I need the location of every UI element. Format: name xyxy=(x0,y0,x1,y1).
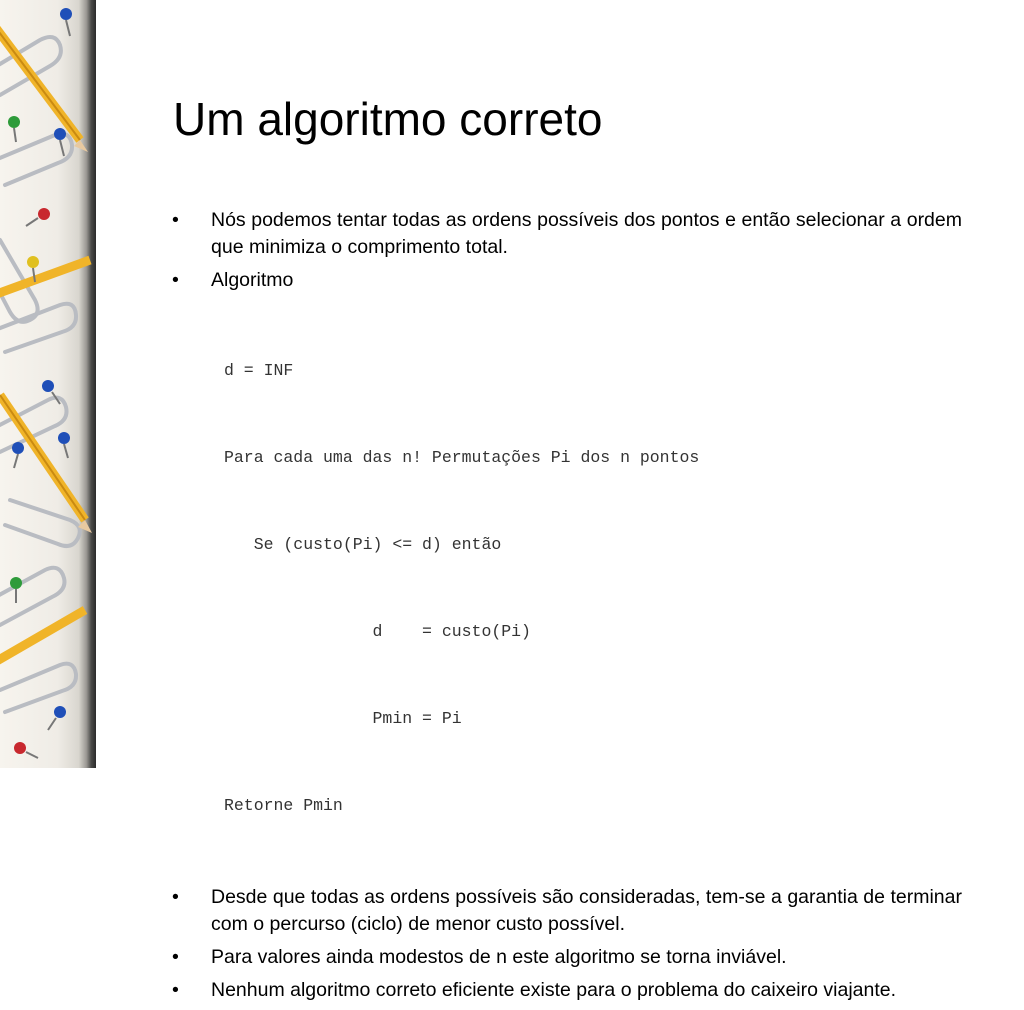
bullet-item xyxy=(172,977,962,1004)
bullet-symbol: • xyxy=(172,886,179,908)
bullet-text: Nenhum algoritmo correto eficiente existe para o problema do caixeiro viajante. xyxy=(211,979,897,1001)
bullet-symbol: • xyxy=(172,946,179,968)
office-supplies-graphic xyxy=(0,0,96,768)
bullet-item xyxy=(172,267,962,294)
slide-content xyxy=(172,207,962,1010)
paperclip-icon xyxy=(0,37,80,712)
code-line: Para cada uma das n! Permutações Pi dos n pontos xyxy=(224,448,700,467)
code-line: Pmin = Pi xyxy=(224,709,462,728)
code-line: d = INF xyxy=(224,361,294,380)
algorithm-code-block xyxy=(172,298,962,878)
bullet-text: Algoritmo xyxy=(211,269,294,291)
decorative-side-strip xyxy=(0,0,96,768)
slide-title: Um algoritmo correto xyxy=(173,93,603,145)
bullet-text: Nós podemos tentar todas as ordens possíveis dos pontos e então selecionar a ordem que minimiza o comprimento total. xyxy=(211,209,962,258)
bullet-symbol: • xyxy=(172,269,179,291)
code-line: d = custo(Pi) xyxy=(224,622,531,641)
bullet-symbol: • xyxy=(172,209,179,231)
bullet-item xyxy=(172,944,962,971)
bullet-item xyxy=(172,884,962,938)
bullet-text: Desde que todas as ordens possíveis são consideradas, tem-se a garantia de terminar com o percurso (ciclo) de menor custo possível. xyxy=(211,886,962,935)
code-line: Se (custo(Pi) <= d) então xyxy=(224,535,502,554)
bullet-symbol: • xyxy=(172,979,179,1001)
code-line: Retorne Pmin xyxy=(224,796,343,815)
bullet-text: Para valores ainda modestos de n este algoritmo se torna inviável. xyxy=(211,946,787,968)
bullet-item xyxy=(172,207,962,261)
